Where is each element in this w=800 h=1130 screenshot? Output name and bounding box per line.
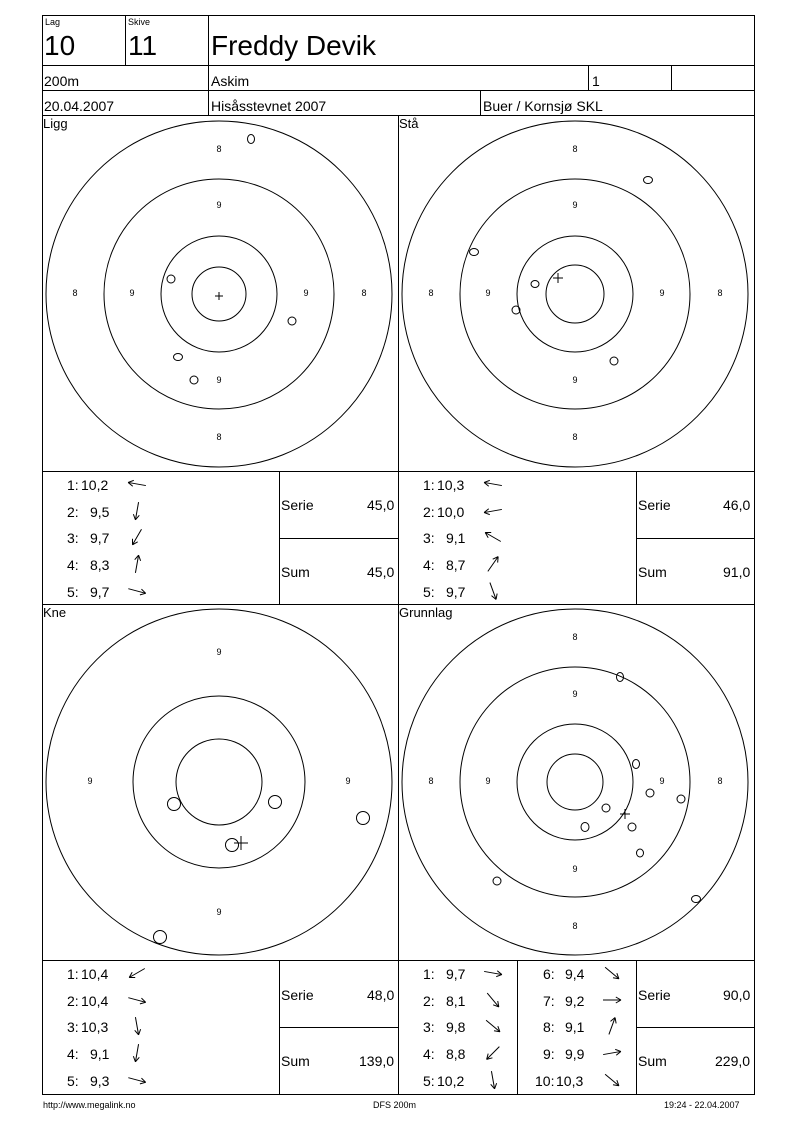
serie-label: Serie <box>281 497 314 513</box>
direction-arrow-icon <box>603 997 621 1003</box>
svg-text:9: 9 <box>572 689 578 699</box>
shot-num: 1: <box>423 477 435 493</box>
svg-text:9: 9 <box>216 907 222 917</box>
shot-score: 8,7 <box>446 557 466 573</box>
svg-text:8: 8 <box>572 432 578 442</box>
serie-value: 48,0 <box>367 987 395 1003</box>
shot-score: 9,9 <box>565 1046 585 1062</box>
shot-num: 1: <box>67 966 79 982</box>
shot-score: 9,7 <box>446 966 466 982</box>
panel-title-ligg: Ligg <box>43 116 68 131</box>
shot-score: 9,7 <box>90 584 110 600</box>
lag-value: 10 <box>44 30 76 61</box>
shot-score: 10,4 <box>81 993 109 1009</box>
svg-text:8: 8 <box>572 632 578 642</box>
direction-arrow-icon <box>484 971 502 977</box>
direction-arrow-icon <box>133 1044 139 1062</box>
svg-text:8: 8 <box>216 144 222 154</box>
shot-num: 10: <box>535 1073 555 1089</box>
direction-arrow-icon <box>603 1049 621 1055</box>
skive-label: Skive <box>128 17 151 27</box>
shot-score: 9,2 <box>565 993 585 1009</box>
svg-text:9: 9 <box>303 288 309 298</box>
svg-text:8: 8 <box>72 288 78 298</box>
serie-value: 90,0 <box>723 987 751 1003</box>
svg-text:9: 9 <box>87 776 93 786</box>
svg-text:9: 9 <box>216 375 222 385</box>
direction-arrow-icon <box>133 502 139 520</box>
sum-label: Sum <box>638 1053 667 1069</box>
svg-text:9: 9 <box>572 864 578 874</box>
shot-num: 3: <box>67 530 79 546</box>
shot-num: 2: <box>67 993 79 1009</box>
shot-score: 9,8 <box>446 1019 466 1035</box>
direction-arrow-icon <box>486 1020 500 1032</box>
direction-arrow-icon <box>487 1047 500 1060</box>
shot-num: 5: <box>67 1073 79 1089</box>
shot-score: 8,1 <box>446 993 466 1009</box>
shot-num: 8: <box>543 1019 555 1035</box>
shot-score: 10,2 <box>437 1073 465 1089</box>
svg-text:8: 8 <box>717 288 723 298</box>
svg-text:9: 9 <box>129 288 135 298</box>
shot-num: 1: <box>67 477 79 493</box>
shot-num: 2: <box>67 504 79 520</box>
svg-text:9: 9 <box>485 776 491 786</box>
shot-score: 9,3 <box>90 1073 110 1089</box>
direction-arrow-icon <box>487 993 499 1007</box>
direction-arrow-icon <box>135 555 141 573</box>
svg-text:8: 8 <box>428 288 434 298</box>
sum-value: 45,0 <box>367 564 395 580</box>
shot-score: 9,5 <box>90 504 110 520</box>
shot-num: 3: <box>423 1019 435 1035</box>
sum-value: 229,0 <box>715 1053 751 1069</box>
serie-label: Serie <box>281 987 314 1003</box>
lag-label: Lag <box>45 17 61 27</box>
shot-score: 9,1 <box>446 530 466 546</box>
direction-arrow-icon <box>609 1018 616 1035</box>
shot-score: 10,3 <box>437 477 465 493</box>
shot-score: 10,4 <box>81 966 109 982</box>
sum-value: 91,0 <box>723 564 751 580</box>
shot-score: 10,2 <box>81 477 109 493</box>
direction-arrow-icon <box>490 583 497 600</box>
svg-text:9: 9 <box>659 288 665 298</box>
direction-arrow-icon <box>485 533 501 542</box>
direction-arrow-icon <box>484 509 502 515</box>
direction-arrow-icon <box>128 480 146 486</box>
svg-text:8: 8 <box>361 288 367 298</box>
direction-arrow-icon <box>488 557 498 572</box>
sum-label: Sum <box>281 1053 310 1069</box>
svg-text:9: 9 <box>216 647 222 657</box>
svg-text:9: 9 <box>572 375 578 385</box>
shot-num: 5: <box>67 584 79 600</box>
shot-num: 2: <box>423 993 435 1009</box>
shot-num: 7: <box>543 993 555 1009</box>
shot-num: 4: <box>67 1046 79 1062</box>
shot-score: 9,1 <box>90 1046 110 1062</box>
panel-title-grunnlag: Grunnlag <box>399 605 453 620</box>
direction-arrow-icon <box>605 1074 619 1086</box>
footer-program: DFS 200m <box>373 1100 417 1110</box>
shot-num: 5: <box>423 1073 435 1089</box>
direction-arrow-icon <box>491 1071 497 1089</box>
shot-score: 10,3 <box>556 1073 584 1089</box>
svg-text:8: 8 <box>572 921 578 931</box>
shot-num: 4: <box>423 1046 435 1062</box>
svg-text:8: 8 <box>572 144 578 154</box>
shot-num: 5: <box>423 584 435 600</box>
class: 1 <box>592 73 600 89</box>
direction-arrow-icon <box>128 589 145 595</box>
shot-score: 10,0 <box>437 504 465 520</box>
direction-arrow-icon <box>133 529 142 545</box>
panel-title-kne: Kne <box>43 605 67 620</box>
serie-label: Serie <box>638 987 671 1003</box>
svg-text:9: 9 <box>659 776 665 786</box>
svg-text:8: 8 <box>428 776 434 786</box>
serie-label: Serie <box>638 497 671 513</box>
shot-num: 2: <box>423 504 435 520</box>
svg-text:9: 9 <box>485 288 491 298</box>
footer-url[interactable]: http://www.megalink.no <box>43 1100 136 1110</box>
panel-title-sta: Stå <box>399 116 419 131</box>
svg-text:9: 9 <box>572 200 578 210</box>
shot-num: 6: <box>543 966 555 982</box>
footer-timestamp: 19:24 - 22.04.2007 <box>664 1100 740 1110</box>
shot-score: 8,8 <box>446 1046 466 1062</box>
shot-score: 9,7 <box>446 584 466 600</box>
distance: 200m <box>44 73 80 89</box>
direction-arrow-icon <box>484 480 502 486</box>
serie-value: 46,0 <box>723 497 751 513</box>
svg-text:8: 8 <box>216 432 222 442</box>
svg-text:9: 9 <box>345 776 351 786</box>
event-name: Hisåsstevnet 2007 <box>211 98 327 114</box>
sum-label: Sum <box>281 564 310 580</box>
shot-num: 4: <box>423 557 435 573</box>
direction-arrow-icon <box>129 969 145 978</box>
location: Buer / Kornsjø SKL <box>483 98 603 114</box>
shot-num: 4: <box>67 557 79 573</box>
sum-value: 139,0 <box>359 1053 395 1069</box>
svg-text:8: 8 <box>717 776 723 786</box>
shot-score: 9,1 <box>565 1019 585 1035</box>
svg-text:9: 9 <box>216 200 222 210</box>
sum-label: Sum <box>638 564 667 580</box>
shot-num: 3: <box>67 1019 79 1035</box>
shot-num: 3: <box>423 530 435 546</box>
direction-arrow-icon <box>605 967 619 979</box>
shot-num: 1: <box>423 966 435 982</box>
shot-score: 10,3 <box>81 1019 109 1035</box>
direction-arrow-icon <box>128 998 145 1004</box>
direction-arrow-icon <box>128 1078 145 1084</box>
club: Askim <box>211 73 250 89</box>
skive-value: 11 <box>128 30 158 61</box>
direction-arrow-icon <box>135 1017 141 1035</box>
shooter-name: Freddy Devik <box>211 30 376 61</box>
shot-score: 8,3 <box>90 557 110 573</box>
shot-score: 9,7 <box>90 530 110 546</box>
date: 20.04.2007 <box>44 98 115 114</box>
shot-num: 9: <box>543 1046 555 1062</box>
shot-score: 9,4 <box>565 966 585 982</box>
serie-value: 45,0 <box>367 497 395 513</box>
